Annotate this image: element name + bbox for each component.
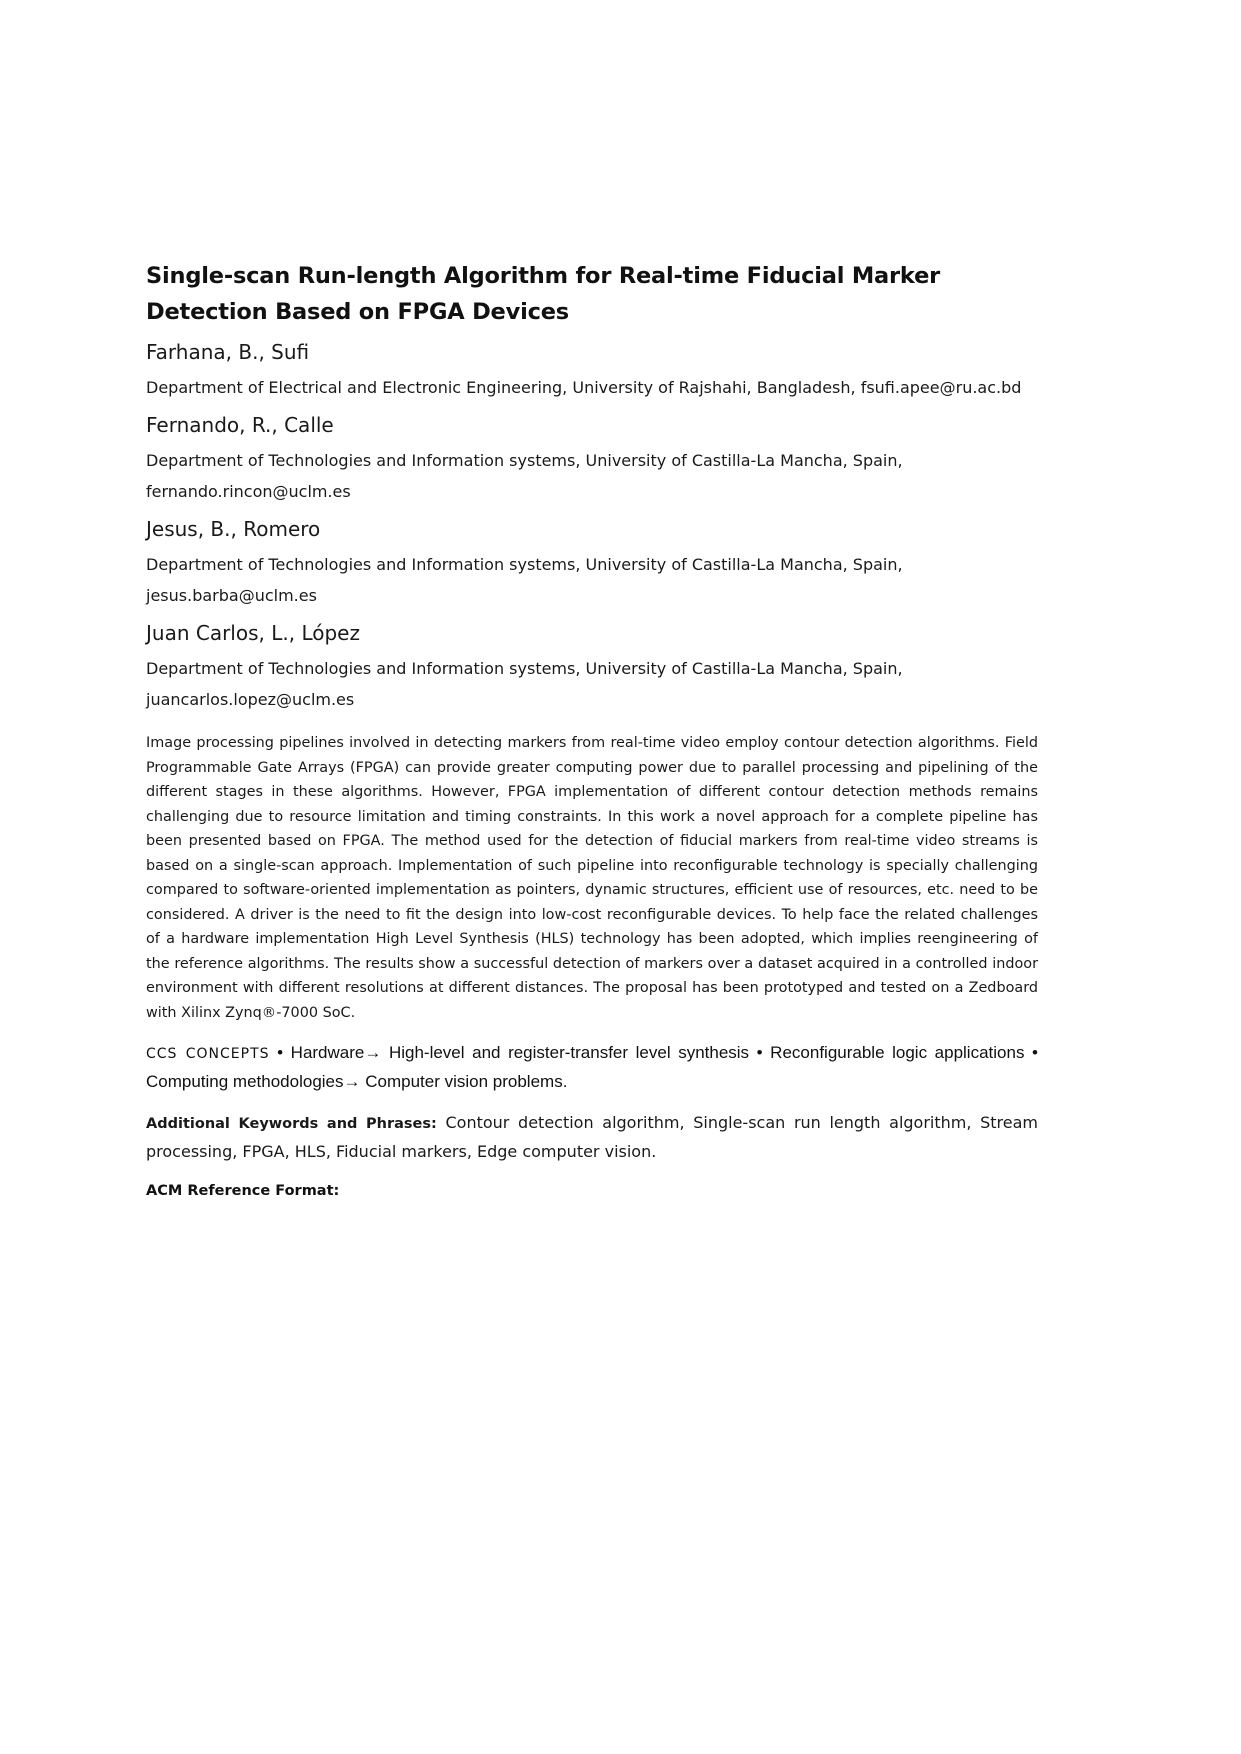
author-name: Fernando, R., Calle [146, 413, 334, 437]
author-block-2 [146, 411, 1038, 507]
ccs-text: • Hardware→ High-level and register-transfer level synthesis • Reconfigurable logic applications • Computing methodologies→ Computer vision problems. [146, 1043, 1038, 1091]
paper-title: Single-scan Run-length Algorithm for Real-time Fiducial Marker Detection Based on FPGA Devices [146, 263, 941, 325]
keywords-text: Contour detection algorithm, Single-scan run length algorithm, Stream processing, FPGA, HLS, Fiducial markers, Edge computer vision. [146, 1113, 1038, 1161]
acm-reference-format: ACM Reference Format: [146, 1183, 340, 1199]
author-block-4 [146, 619, 1038, 715]
author-name: Farhana, B., Sufi [146, 340, 310, 364]
author-name: Jesus, B., Romero [146, 517, 321, 541]
ccs-concepts [146, 1039, 1038, 1095]
author-affiliation [146, 372, 1038, 403]
author-block-3 [146, 515, 1038, 611]
ccs-label: CCS CONCEPTS [146, 1046, 270, 1062]
affiliation-line: Department of Technologies and Information systems, University of Castilla-La Mancha, Spain, [146, 555, 903, 574]
author-affiliation [146, 653, 1038, 715]
author-email: juancarlos.lopez@uclm.es [146, 690, 355, 709]
affiliation-line: Department of Technologies and Information systems, University of Castilla-La Mancha, Spain, [146, 451, 903, 470]
keywords [146, 1109, 1038, 1165]
author-name: Juan Carlos, L., López [146, 621, 360, 645]
author-affiliation [146, 445, 1038, 507]
author-email: jesus.barba@uclm.es [146, 586, 317, 605]
author-email: fernando.rincon@uclm.es [146, 482, 351, 501]
keywords-label: Additional Keywords and Phrases: [146, 1116, 437, 1132]
author-block-1 [146, 338, 1038, 403]
affiliation-line: Department of Electrical and Electronic Engineering, University of Rajshahi, Bangladesh, fsufi.apee@ru.ac.bd [146, 378, 1022, 397]
affiliation-line: Department of Technologies and Information systems, University of Castilla-La Mancha, Spain, [146, 659, 903, 678]
author-affiliation [146, 549, 1038, 611]
paper-page [146, 258, 1038, 1203]
abstract: Image processing pipelines involved in detecting markers from real-time video employ contour detection algorithms. Field Programmable Gate Arrays (FPGA) can provide greater computing power due to parallel processing and pipelining of the different stages in these algorithms. However, FPGA implementation of different contour detection methods remains challenging due to resource limitation and timing constraints. In this work a novel approach for a complete pipeline has been presented based on FPGA. The method used for the detection of fiducial markers from real-time video streams is based on a single-scan approach. Implementation of such pipeline into reconfigurable technology is specially challenging compared to software-oriented implementation as pointers, dynamic structures, efficient use of resources, etc. need to be considered. A driver is the need to fit the design into low-cost reconfigurable devices. To help face the related challenges of a hardware implementation High Level Synthesis (HLS) technology has been adopted, which implies reengineering of the reference algorithms. The results show a successful detection of markers over a dataset acquired in a controlled indoor environment with different resolutions at different distances. The proposal has been prototyped and tested on a Zedboard with Xilinx Zynq®-7000 SoC. [146, 735, 1038, 1021]
